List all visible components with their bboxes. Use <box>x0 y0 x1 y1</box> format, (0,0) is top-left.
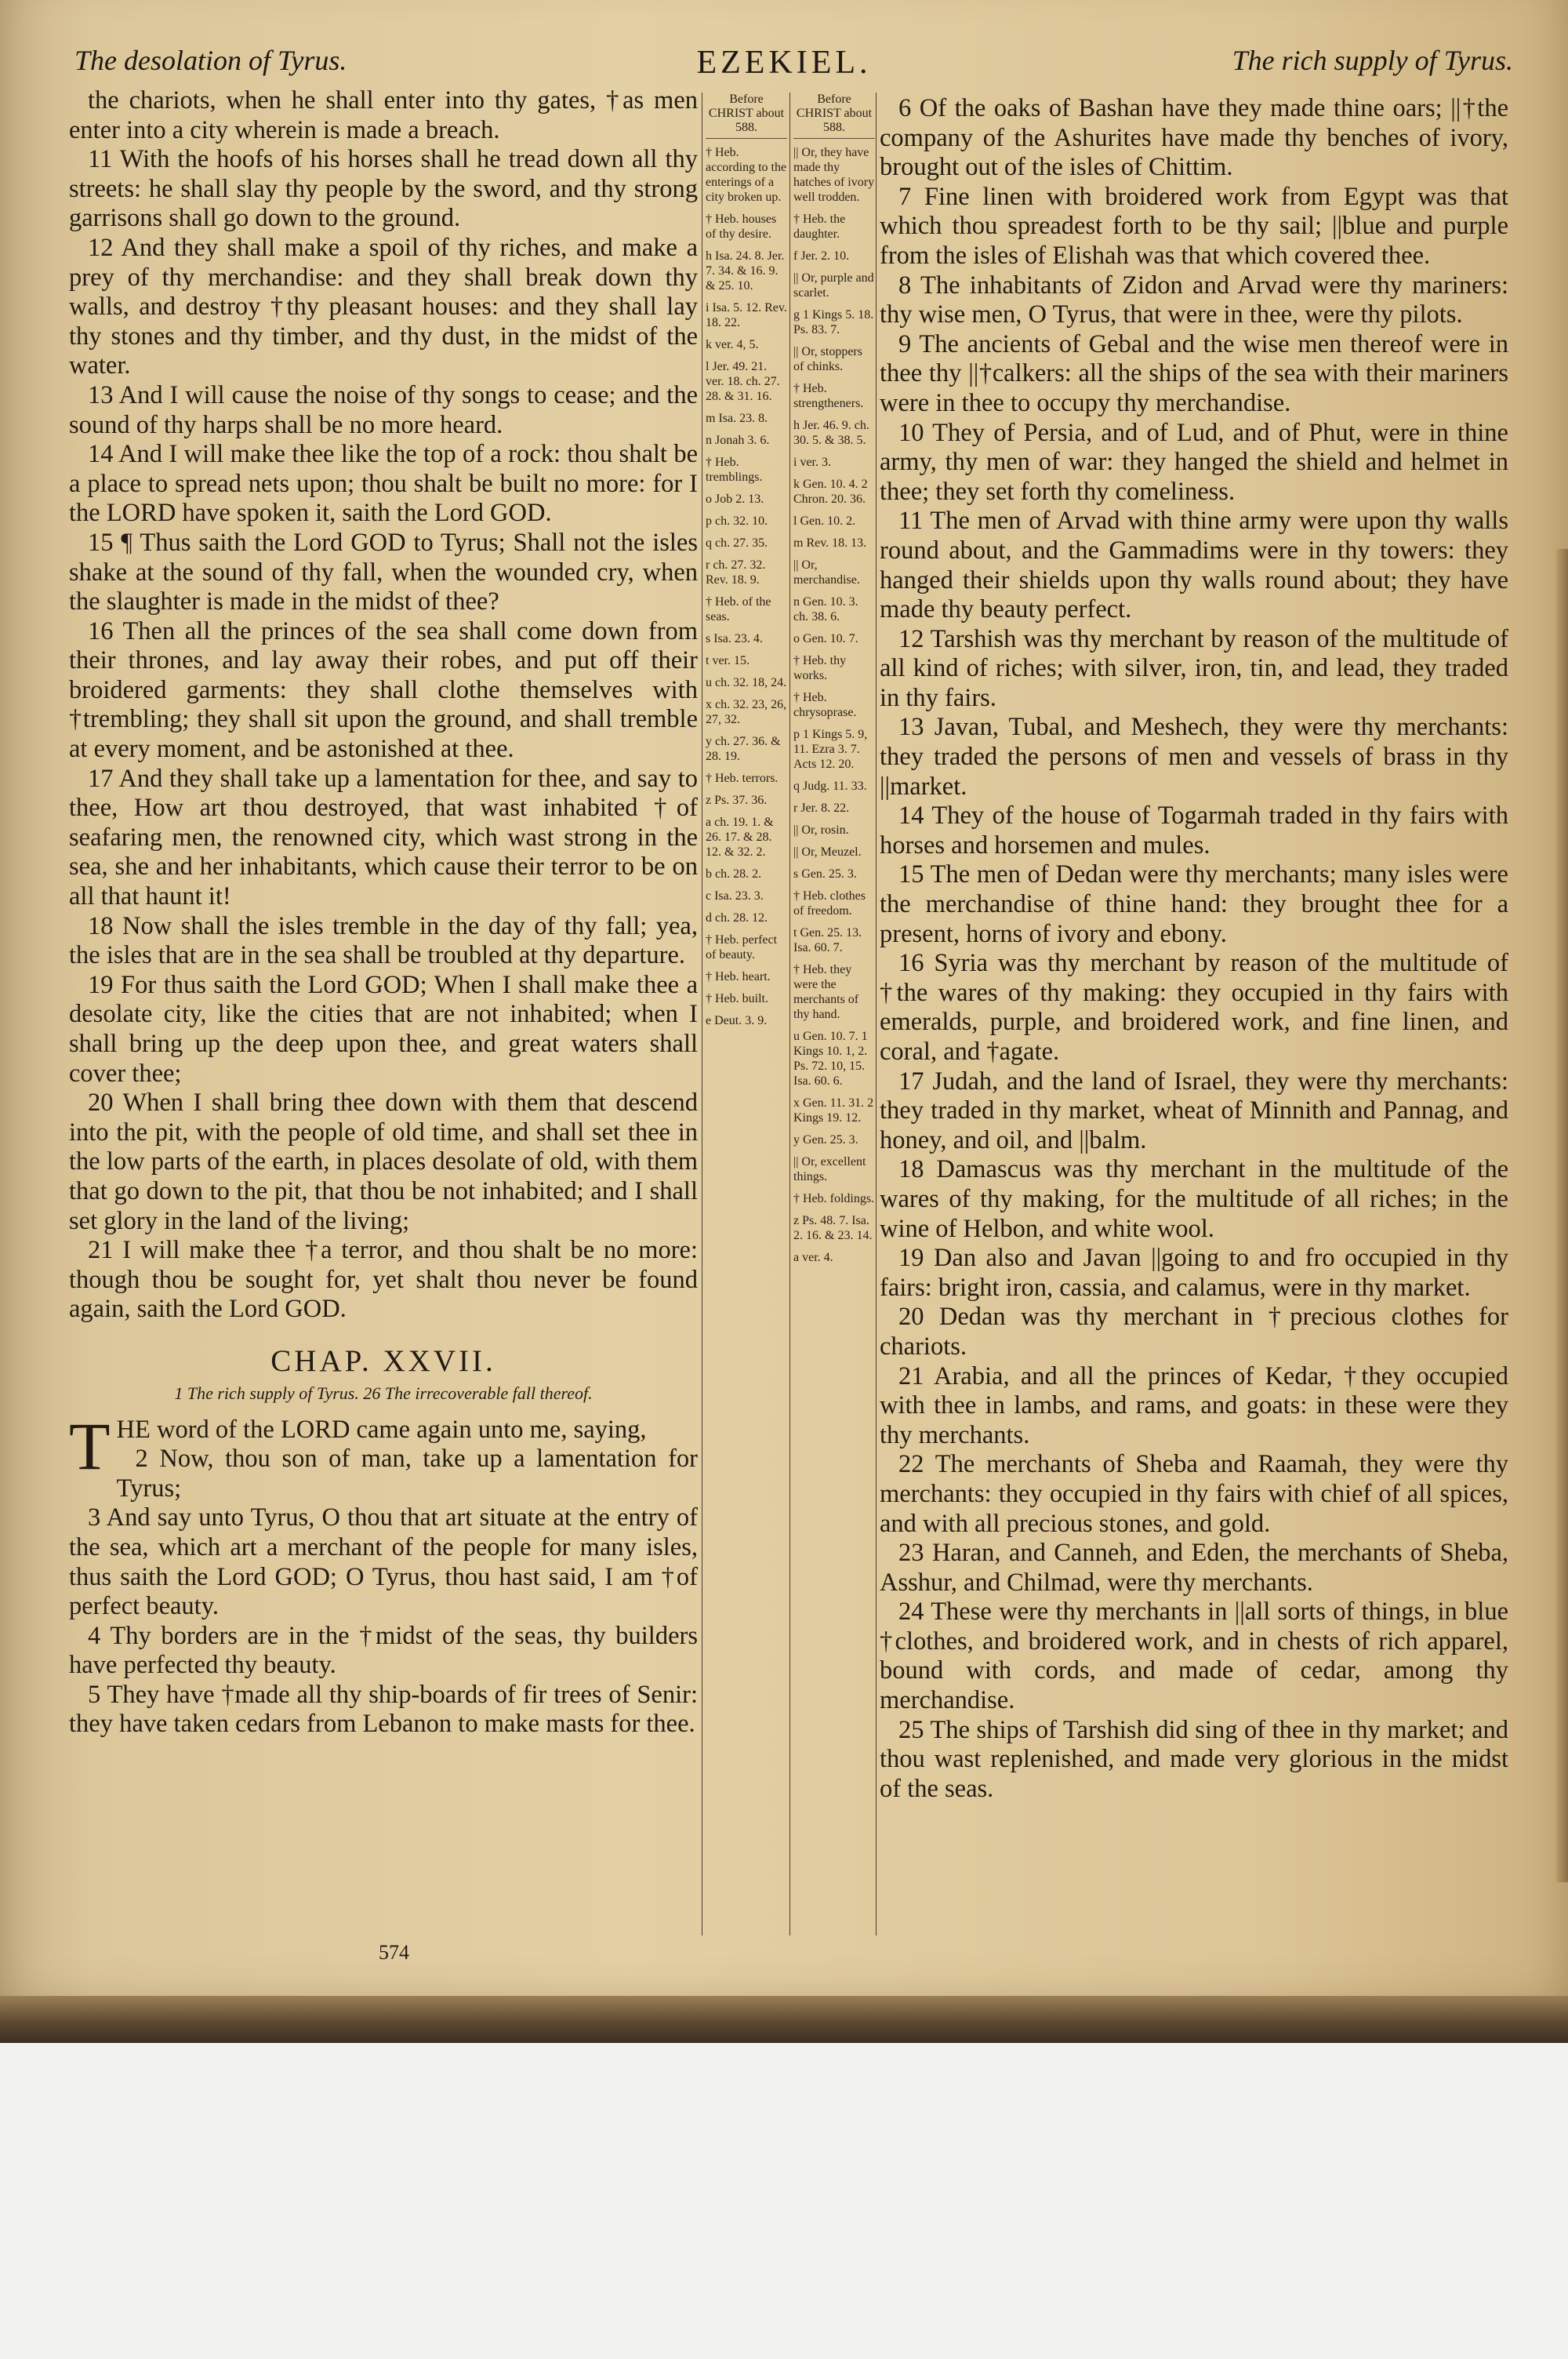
margin-date-header: Before CHRIST about 588. <box>793 93 875 139</box>
margin-notes <box>793 145 875 1265</box>
margin-note: x ch. 32. 23, 26, 27, 32. <box>706 698 787 726</box>
margin-note: r Jer. 8. 22. <box>793 801 850 815</box>
verse: 8 The inhabitants of Zidon and Arvad were thy mariners: thy wise men, O Tyrus, that were in thee, were thy pilots. <box>880 271 1508 329</box>
verse: 19 For thus saith the Lord GOD; When I shall make thee a desolate city, like the cities that are not inhabited; when I shall bring up the deep upon thee, and great waters shall cover thee; <box>69 970 698 1088</box>
margin-note: † Heb. perfect of beauty. <box>706 933 778 961</box>
margin-note: † Heb. built. <box>706 992 768 1005</box>
margin-note: h Isa. 24. 8. Jer. 7. 34. & 16. 9. & 25. 10. <box>706 249 785 293</box>
adjacent-page-edge <box>1556 549 1568 1882</box>
verse-list <box>69 1445 698 1739</box>
margin-note: r ch. 27. 32. Rev. 18. 9. <box>706 558 766 587</box>
margin-note: h Jer. 46. 9. ch. 30. 5. & 38. 5. <box>793 419 869 447</box>
verse: 13 And I will cause the noise of thy songs to cease; and the sound of thy harps shall be no more heard. <box>69 380 698 439</box>
margin-note: s Isa. 23. 4. <box>706 632 763 645</box>
margin-note: q ch. 27. 35. <box>706 536 768 550</box>
margin-note: s Gen. 25. 3. <box>793 867 857 881</box>
margin-note: o Job 2. 13. <box>706 493 764 506</box>
margin-note: g 1 Kings 5. 18. Ps. 83. 7. <box>793 308 874 336</box>
margin-note: † Heb. of the seas. <box>706 595 771 623</box>
margin-note: k Gen. 10. 4. 2 Chron. 20. 36. <box>793 478 868 506</box>
margin-note: n Jonah 3. 6. <box>706 434 770 447</box>
margin-note: p 1 Kings 5. 9, 11. Ezra 3. 7. Acts 12. 20. <box>793 728 868 771</box>
margin-notes <box>706 145 787 1028</box>
margin-note: † Heb. houses of thy desire. <box>706 213 777 241</box>
margin-references-right <box>793 93 875 1272</box>
verse: 20 Dedan was thy merchant in †precious clothes for chariots. <box>880 1303 1508 1361</box>
verse: 17 And they shall take up a lamentation for thee, and say to thee, How art thou destroyed, that wast inhabited †of seafaring men, the renowned city, which wast strong in the sea, she and her inhabitants, which cause their terror to be on all that haunt it! <box>69 764 698 911</box>
verse: 25 The ships of Tarshish did sing of thee in thy market; and thou wast replenished, and made very glorious in the midst of the seas. <box>880 1715 1508 1803</box>
verse: 6 Of the oaks of Bashan have they made thine oars; ||†the company of the Ashurites have made thy benches of ivory, brought out of the isles of Chittim. <box>880 94 1508 182</box>
verse: 15 The men of Dedan were thy merchants; many isles were the merchandise of thine hand: they brought thee for a present, horns of ivory and ebony. <box>880 860 1508 948</box>
margin-note: || Or, purple and scarlet. <box>793 271 874 300</box>
verse-list <box>880 94 1508 1804</box>
chapter-title: CHAP. XXVII. <box>270 1343 496 1378</box>
verse: 5 They have †made all thy ship-boards of fir trees of Senir: they have taken cedars from Lebanon to make masts for thee. <box>69 1680 698 1739</box>
margin-note: y ch. 27. 36. & 28. 19. <box>706 735 781 763</box>
verse: 10 They of Persia, and of Lud, and of Phut, were in thine army, thy men of war: they hanged the shield and helmet in thee; they set forth thy comeliness. <box>880 418 1508 506</box>
verse: 7 Fine linen with broidered work from Egypt was that which thou spreadest forth to be thy sail; ||blue and purple from the isles of Elishah was that which covered thee. <box>880 182 1508 270</box>
margin-note: y Gen. 25. 3. <box>793 1133 858 1147</box>
verse: 11 With the hoofs of his horses shall he tread down all thy streets: he shall slay thy people by the sword, and thy strong garrisons shall go down to the ground. <box>69 145 698 233</box>
verse: 12 And they shall make a spoil of thy riches, and make a prey of thy merchandise: and they shall break down thy walls, and destroy †thy pleasant houses: and they shall lay thy stones and thy timber, and thy dust, in the midst of the water. <box>69 233 698 380</box>
column-rule <box>789 93 790 1936</box>
margin-note: e Deut. 3. 9. <box>706 1014 768 1027</box>
page-bottom-edge <box>0 1996 1568 2043</box>
verse: the chariots, when he shall enter into thy gates, †as men enter into a city wherein is made a breach. <box>69 86 698 144</box>
margin-note: || Or, stoppers of chinks. <box>793 345 862 373</box>
margin-note: z Ps. 37. 36. <box>706 794 768 807</box>
margin-note: || Or, they have made thy hatches of ivory well trodden. <box>793 146 875 204</box>
margin-note: p ch. 32. 10. <box>706 514 768 528</box>
verse: 2 Now, thou son of man, take up a lamentation for Tyrus; <box>116 1445 698 1503</box>
margin-note: d ch. 28. 12. <box>706 911 768 925</box>
margin-note: m Rev. 18. 13. <box>793 536 867 550</box>
verse: 24 These were thy merchants in ||all sorts of things, in blue †clothes, and broidered work, and in chests of rich apparel, bound with cords, and made of cedar, among thy merchandise. <box>880 1598 1508 1715</box>
verse: 21 I will make thee †a terror, and thou shalt be no more: though thou be sought for, yet shalt thou never be found again, saith the Lord GOD. <box>69 1236 698 1324</box>
margin-note: f Jer. 2. 10. <box>793 249 850 263</box>
verse: 19 Dan also and Javan ||going to and fro occupied in thy fairs: bright iron, cassia, and calamus, were in thy market. <box>880 1244 1508 1302</box>
verse-1-text: HE word of the LORD came again unto me, saying, <box>116 1415 647 1444</box>
margin-note: u ch. 32. 18, 24. <box>706 676 787 689</box>
running-head-right: The rich supply of Tyrus. <box>1232 45 1513 76</box>
margin-note: t ver. 15. <box>706 654 750 667</box>
margin-note: l Jer. 49. 21. ver. 18. ch. 27. 28. & 31. 16. <box>706 360 780 403</box>
margin-date-header: Before CHRIST about 588. <box>706 93 787 139</box>
margin-note: z Ps. 48. 7. Isa. 2. 16. & 23. 14. <box>793 1214 873 1242</box>
verse: 23 Haran, and Canneh, and Eden, the merchants of Sheba, Asshur, and Chilmad, were thy merchants. <box>880 1539 1508 1597</box>
margin-note: x Gen. 11. 31. 2 Kings 19. 12. <box>793 1096 874 1125</box>
verse: 12 Tarshish was thy merchant by reason of the multitude of all kind of riches; with silver, iron, tin, and lead, they traded in thy fairs. <box>880 624 1508 712</box>
verse: 18 Now shall the isles tremble in the day of thy fall; yea, the isles that are in the sea shall be troubled at thy departure. <box>69 911 698 970</box>
verse: 21 Arabia, and all the princes of Kedar, †they occupied with thee in lambs, and rams, and goats: in these were they thy merchants. <box>880 1361 1508 1449</box>
verse: 3 And say unto Tyrus, O thou that art situate at the entry of the sea, which art a merchant of the people for many isles, thus saith the Lord GOD; O Tyrus, thou hast said, I am †of perfect beauty. <box>69 1503 698 1621</box>
margin-note: t Gen. 25. 13. Isa. 60. 7. <box>793 926 862 954</box>
page-number: 574 <box>379 1941 409 1964</box>
drop-cap: T <box>69 1408 111 1484</box>
chapter-summary: 1 The rich supply of Tyrus. 26 The irrecoverable fall thereof. <box>174 1383 593 1403</box>
margin-note: † Heb. chrysoprase. <box>793 691 857 719</box>
margin-note: q Judg. 11. 33. <box>793 780 867 793</box>
verse-list <box>69 86 698 1325</box>
margin-note: a ch. 19. 1. & 26. 17. & 28. 12. & 32. 2. <box>706 816 774 859</box>
margin-note: † Heb. foldings. <box>793 1192 875 1205</box>
margin-note: b ch. 28. 2. <box>706 867 762 881</box>
margin-note: † Heb. strengtheners. <box>793 382 864 410</box>
margin-note: u Gen. 10. 7. 1 Kings 10. 1, 2. Ps. 72. 10, 15. Isa. 60. 6. <box>793 1030 868 1088</box>
margin-note: || Or, Meuzel. <box>793 845 862 859</box>
margin-note: c Isa. 23. 3. <box>706 889 764 903</box>
margin-note: o Gen. 10. 7. <box>793 632 858 645</box>
verse: 11 The men of Arvad with thine army were upon thy walls round about, and the Gammadims were in thy towers: they hanged their shields upon thy walls round about; they have made thy beauty perfect. <box>880 507 1508 624</box>
margin-note: n Gen. 10. 3. ch. 38. 6. <box>793 595 858 623</box>
verse: 9 The ancients of Gebal and the wise men thereof were in thee thy ||†calkers: all the ships of the sea with their mariners were in thee to occupy thy merchandise. <box>880 329 1508 417</box>
margin-references-left <box>706 93 787 1035</box>
book-title: EZEKIEL. <box>696 45 872 81</box>
margin-note: † Heb. terrors. <box>706 772 779 785</box>
margin-note: † Heb. clothes of freedom. <box>793 889 866 918</box>
margin-note: l Gen. 10. 2. <box>793 514 856 528</box>
left-text-column <box>69 86 698 1739</box>
verse: 4 Thy borders are in the †midst of the seas, thy builders have perfected thy beauty. <box>69 1621 698 1680</box>
margin-note: || Or, excellent things. <box>793 1155 866 1183</box>
margin-note: † Heb. according to the enterings of a city broken up. <box>706 146 787 204</box>
margin-note: † Heb. tremblings. <box>706 456 763 484</box>
verse: 14 And I will make thee like the top of a rock: thou shalt be a place to spread nets upon; thou shalt be built no more: for I the LORD have spoken it, saith the Lord GOD. <box>69 440 698 528</box>
verse: 16 Then all the princes of the sea shall come down from their thrones, and lay away their robes, and put off their broidered garments: they shall clothe themselves with †trembling; they shall sit upon the ground, and shall tremble at every moment, and be astonished at thee. <box>69 616 698 764</box>
margin-note: || Or, merchandise. <box>793 558 860 587</box>
running-head-left: The desolation of Tyrus. <box>74 45 347 76</box>
verse: 15 ¶ Thus saith the Lord GOD to Tyrus; Shall not the isles shake at the sound of thy fall, when the wounded cry, when the slaughter is made in the midst of thee? <box>69 528 698 616</box>
margin-note: m Isa. 23. 8. <box>706 412 768 425</box>
margin-note: † Heb. thy works. <box>793 654 847 682</box>
margin-note: k ver. 4, 5. <box>706 338 759 351</box>
margin-note: || Or, rosin. <box>793 823 849 837</box>
verse: 16 Syria was thy merchant by reason of the multitude of †the wares of thy making: they occupied in thy fairs with emeralds, purple, and broidered work, and fine linen, and coral, and †agate. <box>880 949 1508 1066</box>
verse: 18 Damascus was thy merchant in the multitude of the wares of thy making, for the multitude of all riches; in the wine of Helbon, and white wool. <box>880 1155 1508 1243</box>
margin-note: i ver. 3. <box>793 456 831 469</box>
margin-note: a ver. 4. <box>793 1251 833 1264</box>
verse: 13 Javan, Tubal, and Meshech, they were thy merchants: they traded the persons of men and vessels of brass in thy ||market. <box>880 713 1508 801</box>
right-text-column <box>880 94 1508 1804</box>
verse: 14 They of the house of Togarmah traded in thy fairs with horses and horsemen and mules. <box>880 801 1508 860</box>
margin-note: † Heb. heart. <box>706 970 771 983</box>
margin-note: † Heb. they were the merchants of thy hand. <box>793 963 859 1021</box>
verse: 22 The merchants of Sheba and Raamah, they were thy merchants: they occupied in thy fairs with chief of all spices, and with all precious stones, and gold. <box>880 1450 1508 1538</box>
verse: 20 When I shall bring thee down with them that descend into the pit, with the people of old time, and shall set thee in the low parts of the earth, in places desolate of old, with them that go down to the pit, that thou be not inhabited; and I shall set glory in the land of the living; <box>69 1089 698 1235</box>
margin-note: † Heb. the daughter. <box>793 213 846 241</box>
column-rule <box>876 93 877 1936</box>
verse: 17 Judah, and the land of Israel, they were thy merchants: they traded in thy market, wheat of Minnith and Pannag, and honey, and oil, and ||balm. <box>880 1067 1508 1154</box>
margin-note: i Isa. 5. 12. Rev. 18. 22. <box>706 301 787 329</box>
